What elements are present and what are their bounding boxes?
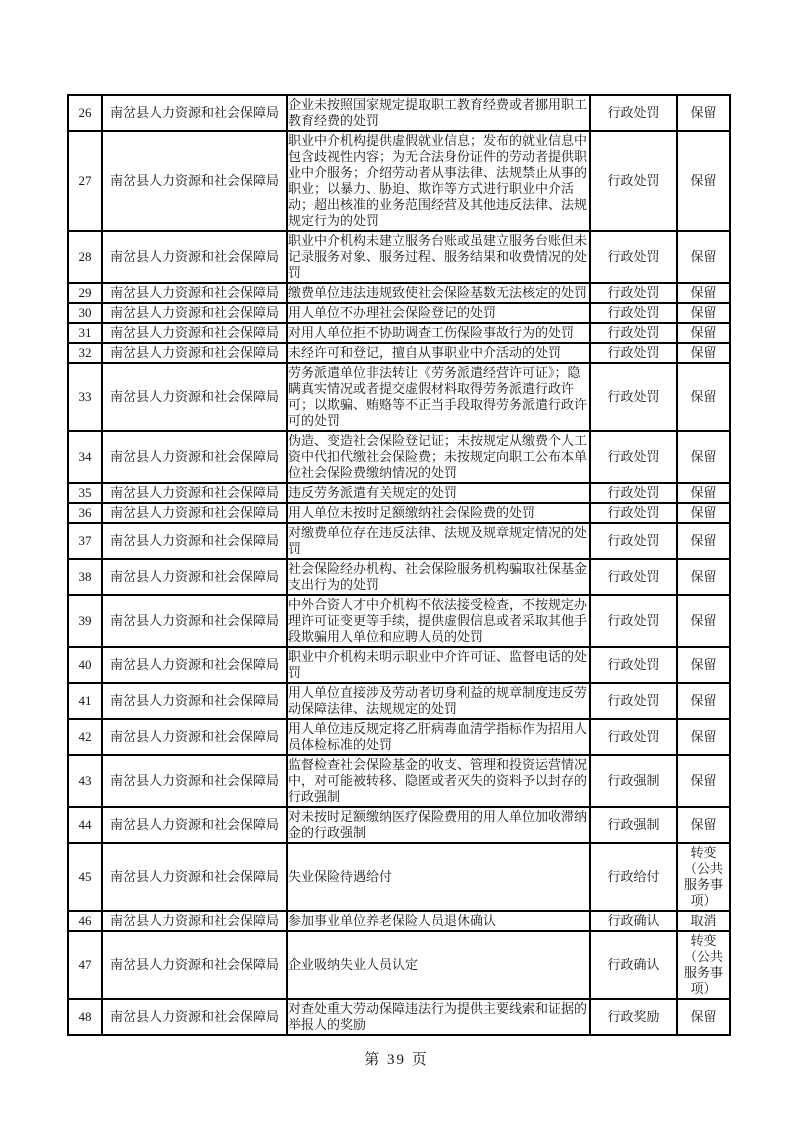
org-name: 南岔县人力资源和社会保障局 [102, 647, 287, 683]
action-type: 行政奖励 [590, 999, 677, 1035]
table-row [68, 95, 730, 131]
row-number: 34 [68, 431, 102, 483]
org-name: 南岔县人力资源和社会保障局 [102, 363, 287, 431]
org-name: 南岔县人力资源和社会保障局 [102, 683, 287, 719]
org-name: 南岔县人力资源和社会保障局 [102, 483, 287, 503]
org-name: 南岔县人力资源和社会保障局 [102, 343, 287, 363]
action-type: 行政给付 [590, 843, 677, 911]
table-row [68, 131, 730, 231]
item-description: 对未按时足额缴纳医疗保险费用的用人单位加收滞纳金的行政强制 [287, 807, 590, 843]
row-number: 26 [68, 95, 102, 131]
table-body [68, 95, 730, 1035]
item-description: 劳务派遣单位非法转让《劳务派遣经营许可证》；隐瞒真实情况或者提交虚假材料取得劳务派遣行政许可；以欺骗、贿赂等不正当手段取得劳务派遣行政许可的处罚 [287, 363, 590, 431]
reform-status: 转变（公共服务事项） [677, 843, 730, 911]
item-description: 对查处重大劳动保障违法行为提供主要线索和证据的举报人的奖励 [287, 999, 590, 1035]
reform-status: 保留 [677, 683, 730, 719]
table-row [68, 559, 730, 595]
action-type: 行政处罚 [590, 131, 677, 231]
org-name: 南岔县人力资源和社会保障局 [102, 323, 287, 343]
table-row [68, 363, 730, 431]
action-type: 行政强制 [590, 807, 677, 843]
row-number: 38 [68, 559, 102, 595]
page-number-footer: 第 39 页 [364, 1052, 429, 1068]
action-type: 行政处罚 [590, 559, 677, 595]
table-row [68, 503, 730, 523]
row-number: 41 [68, 683, 102, 719]
org-name: 南岔县人力资源和社会保障局 [102, 431, 287, 483]
action-type: 行政处罚 [590, 719, 677, 755]
power-list-table [67, 94, 731, 1036]
action-type: 行政确认 [590, 911, 677, 931]
item-description: 失业保险待遇给付 [287, 843, 590, 911]
row-number: 44 [68, 807, 102, 843]
item-description: 用人单位不办理社会保险登记的处罚 [287, 303, 590, 323]
row-number: 28 [68, 231, 102, 283]
item-description: 中外合资人才中介机构不依法接受检查，不按规定办理许可证变更等手续，提供虚假信息或者采取其他手段欺骗用人单位和应聘人员的处罚 [287, 595, 590, 647]
table-row [68, 719, 730, 755]
action-type: 行政处罚 [590, 231, 677, 283]
reform-status: 保留 [677, 503, 730, 523]
table-row [68, 931, 730, 999]
table-row [68, 431, 730, 483]
item-description: 伪造、变造社会保险登记证；未按规定从缴费个人工资中代扣代缴社会保险费；未按规定向职工公布本单位社会保险费缴纳情况的处罚 [287, 431, 590, 483]
action-type: 行政处罚 [590, 431, 677, 483]
item-description: 用人单位直接涉及劳动者切身利益的规章制度违反劳动保障法律、法规规定的处罚 [287, 683, 590, 719]
item-description: 职业中介机构未建立服务台账或虽建立服务台账但未记录服务对象、服务过程、服务结果和收费情况的处罚 [287, 231, 590, 283]
org-name: 南岔县人力资源和社会保障局 [102, 595, 287, 647]
item-description: 违反劳务派遣有关规定的处罚 [287, 483, 590, 503]
row-number: 42 [68, 719, 102, 755]
item-description: 缴费单位违法违规致使社会保险基数无法核定的处罚 [287, 283, 590, 303]
table-row [68, 303, 730, 323]
row-number: 33 [68, 363, 102, 431]
reform-status: 保留 [677, 755, 730, 807]
table-row [68, 911, 730, 931]
reform-status: 保留 [677, 483, 730, 503]
table-row [68, 843, 730, 911]
row-number: 27 [68, 131, 102, 231]
table-row [68, 343, 730, 363]
org-name: 南岔县人力资源和社会保障局 [102, 283, 287, 303]
item-description: 对用人单位拒不协助调查工伤保险事故行为的处罚 [287, 323, 590, 343]
item-description: 职业中介机构未明示职业中介许可证、监督电话的处罚 [287, 647, 590, 683]
reform-status: 保留 [677, 95, 730, 131]
item-description: 监督检查社会保险基金的收支、管理和投资运营情况中，对可能被转移、隐匿或者灭失的资料予以封存的行政强制 [287, 755, 590, 807]
row-number: 29 [68, 283, 102, 303]
org-name: 南岔县人力资源和社会保障局 [102, 303, 287, 323]
table-row [68, 595, 730, 647]
reform-status: 保留 [677, 323, 730, 343]
reform-status: 保留 [677, 559, 730, 595]
item-description: 对缴费单位存在违反法律、法规及规章规定情况的处罚 [287, 523, 590, 559]
table-row [68, 647, 730, 683]
reform-status: 保留 [677, 807, 730, 843]
row-number: 35 [68, 483, 102, 503]
row-number: 30 [68, 303, 102, 323]
action-type: 行政强制 [590, 755, 677, 807]
action-type: 行政处罚 [590, 595, 677, 647]
action-type: 行政处罚 [590, 303, 677, 323]
org-name: 南岔县人力资源和社会保障局 [102, 131, 287, 231]
action-type: 行政处罚 [590, 323, 677, 343]
row-number: 37 [68, 523, 102, 559]
row-number: 32 [68, 343, 102, 363]
reform-status: 保留 [677, 523, 730, 559]
org-name: 南岔县人力资源和社会保障局 [102, 911, 287, 931]
row-number: 39 [68, 595, 102, 647]
table-row [68, 999, 730, 1035]
org-name: 南岔县人力资源和社会保障局 [102, 931, 287, 999]
table-row [68, 807, 730, 843]
org-name: 南岔县人力资源和社会保障局 [102, 807, 287, 843]
reform-status: 取消 [677, 911, 730, 931]
org-name: 南岔县人力资源和社会保障局 [102, 95, 287, 131]
reform-status: 保留 [677, 719, 730, 755]
table-row [68, 231, 730, 283]
row-number: 40 [68, 647, 102, 683]
reform-status: 保留 [677, 283, 730, 303]
item-description: 社会保险经办机构、社会保险服务机构骗取社保基金支出行为的处罚 [287, 559, 590, 595]
org-name: 南岔县人力资源和社会保障局 [102, 231, 287, 283]
action-type: 行政处罚 [590, 95, 677, 131]
table-row [68, 683, 730, 719]
reform-status: 保留 [677, 431, 730, 483]
row-number: 45 [68, 843, 102, 911]
table-row [68, 323, 730, 343]
row-number: 48 [68, 999, 102, 1035]
org-name: 南岔县人力资源和社会保障局 [102, 755, 287, 807]
table-row [68, 483, 730, 503]
action-type: 行政处罚 [590, 363, 677, 431]
reform-status: 转变（公共服务事项） [677, 931, 730, 999]
reform-status: 保留 [677, 343, 730, 363]
reform-status: 保留 [677, 363, 730, 431]
org-name: 南岔县人力资源和社会保障局 [102, 719, 287, 755]
org-name: 南岔县人力资源和社会保障局 [102, 523, 287, 559]
reform-status: 保留 [677, 595, 730, 647]
table-row [68, 523, 730, 559]
item-description: 企业吸纳失业人员认定 [287, 931, 590, 999]
reform-status: 保留 [677, 999, 730, 1035]
action-type: 行政处罚 [590, 283, 677, 303]
action-type: 行政处罚 [590, 503, 677, 523]
item-description: 企业未按照国家规定提取职工教育经费或者挪用职工教育经费的处罚 [287, 95, 590, 131]
org-name: 南岔县人力资源和社会保障局 [102, 999, 287, 1035]
reform-status: 保留 [677, 647, 730, 683]
action-type: 行政处罚 [590, 343, 677, 363]
row-number: 46 [68, 911, 102, 931]
item-description: 用人单位未按时足额缴纳社会保险费的处罚 [287, 503, 590, 523]
action-type: 行政处罚 [590, 523, 677, 559]
reform-status: 保留 [677, 231, 730, 283]
item-description: 参加事业单位养老保险人员退休确认 [287, 911, 590, 931]
action-type: 行政处罚 [590, 483, 677, 503]
table-row [68, 755, 730, 807]
row-number: 47 [68, 931, 102, 999]
action-type: 行政处罚 [590, 683, 677, 719]
action-type: 行政处罚 [590, 647, 677, 683]
item-description: 用人单位违反规定将乙肝病毒血清学指标作为招用人员体检标准的处罚 [287, 719, 590, 755]
action-type: 行政确认 [590, 931, 677, 999]
item-description: 未经许可和登记，擅自从事职业中介活动的处罚 [287, 343, 590, 363]
item-description: 职业中介机构提供虚假就业信息；发布的就业信息中包含歧视性内容；为无合法身份证件的劳动者提供职业中介服务；介绍劳动者从事法律、法规禁止从事的职业；以暴力、胁迫、欺诈等方式进行职业中介活动；超出核准的业务范围经营及其他违反法律、法规规定行为的处罚 [287, 131, 590, 231]
row-number: 36 [68, 503, 102, 523]
org-name: 南岔县人力资源和社会保障局 [102, 503, 287, 523]
reform-status: 保留 [677, 303, 730, 323]
org-name: 南岔县人力资源和社会保障局 [102, 843, 287, 911]
row-number: 43 [68, 755, 102, 807]
table-row [68, 283, 730, 303]
org-name: 南岔县人力资源和社会保障局 [102, 559, 287, 595]
row-number: 31 [68, 323, 102, 343]
reform-status: 保留 [677, 131, 730, 231]
